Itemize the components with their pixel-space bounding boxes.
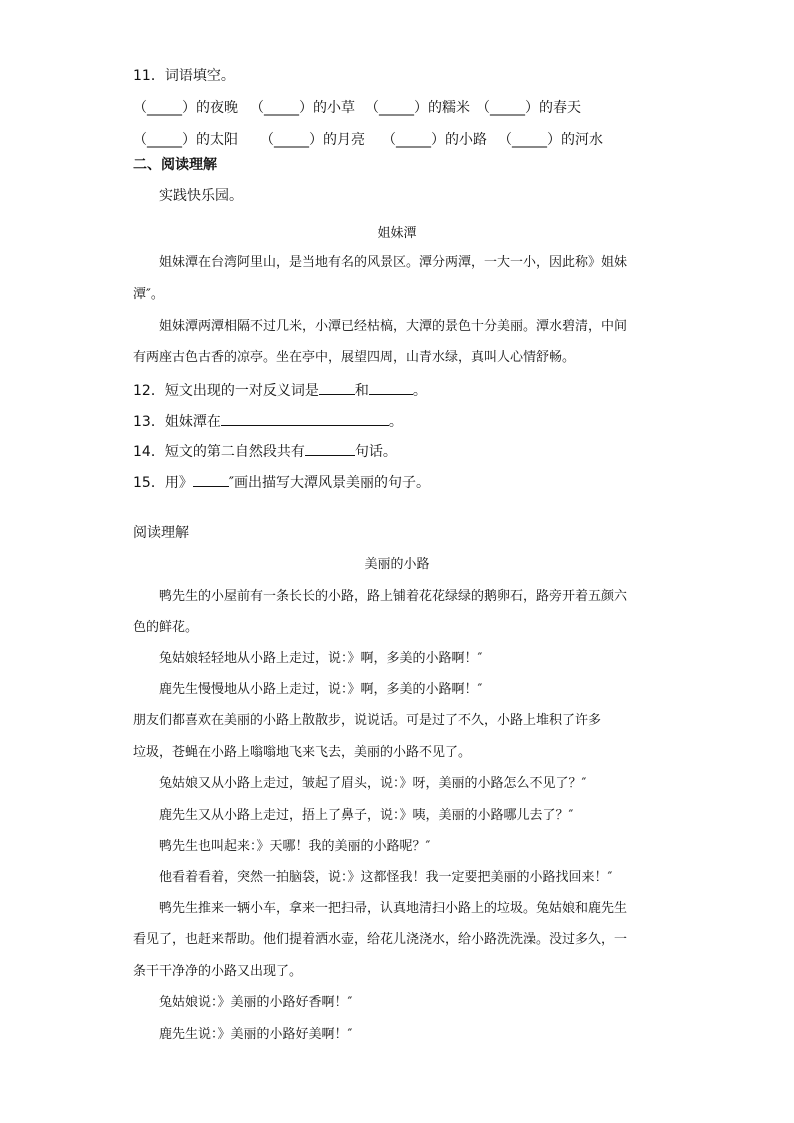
passage2-line: 看见了，也赶来帮助。他们提着洒水壶，给花儿浇浇水，给小路洗洗澡。没过多久，一	[133, 932, 628, 947]
q13-text-a: 13．姐妹潭在	[133, 414, 221, 430]
passage2-title: 美丽的小路	[364, 557, 430, 572]
passage2-line: 垃圾，苍蝇在小路上嗡嗡地飞来飞去，美丽的小路不见了。	[133, 745, 472, 760]
q13-text-b: 。	[388, 414, 403, 430]
passage1-p1-line1: 姐妹潭在台湾阿里山，是当地有名的风景区。潭分两潭，一大一小，因此称》姐妹	[159, 255, 628, 270]
passage2-line: 鸭先生的小屋前有一条长长的小路，路上铺着花花绿绿的鹅卵石，路旁开着五颜六	[159, 589, 628, 604]
section2-intro: 实践快乐园。	[159, 188, 243, 204]
q15-blank[interactable]	[193, 472, 229, 487]
q12	[133, 380, 427, 401]
passage2-line: 朋友们都喜欢在美丽的小路上散散步，说说话。可是过了不久，小路上堆积了许多	[133, 713, 602, 728]
q11-row2-item3: （_____）的小路	[382, 132, 487, 148]
q13	[133, 411, 403, 432]
passage1-p2-line1: 姐妹潭两潭相隔不过几米，小潭已经枯槁，大潭的景色十分美丽。潭水碧清，中间	[159, 319, 628, 334]
passage2-line: 兔姑娘说：》美丽的小路好香啊！″	[159, 995, 353, 1010]
q14	[133, 441, 397, 462]
q14-text-a: 14．短文的第二自然段共有	[133, 444, 305, 460]
q12-text-b: 和	[354, 383, 369, 399]
passage2-line: 鸭先生推来一辆小车，拿来一把扫帚，认真地清扫小路上的垃圾。兔姑娘和鹿先生	[159, 901, 628, 916]
q11-row1-item1: （_____）的夜晚	[133, 100, 238, 116]
q14-blank[interactable]	[305, 441, 355, 456]
passage2-line: 鹿先生说：》美丽的小路好美啊！″	[159, 1027, 353, 1042]
q13-blank[interactable]	[221, 411, 389, 426]
passage1-title: 姐妹潭	[377, 226, 417, 241]
passage2-line: 鹿先生慢慢地从小路上走过，说：》啊，多美的小路啊！″	[159, 682, 483, 697]
section3-heading: 阅读理解	[133, 525, 189, 541]
q12-blank-2[interactable]	[369, 380, 413, 395]
q12-text-a: 12．短文出现的一对反义词是	[133, 383, 319, 399]
passage2-line: 兔姑娘轻轻地从小路上走过，说：》啊，多美的小路啊！″	[159, 651, 483, 666]
q11-row1-item3: （_____）的糯米	[365, 100, 470, 116]
q15-text-b: ″画出描写大潭风景美丽的句子。	[228, 475, 431, 491]
q12-text-c: 。	[412, 383, 427, 399]
q11-row2-item1: （_____）的太阳	[133, 132, 238, 148]
q15-text-a: 15．用》	[133, 475, 193, 491]
section2-heading: 二、阅读理解	[133, 157, 217, 173]
q14-text-b: 句话。	[354, 444, 397, 460]
passage2-line: 鹿先生又从小路上走过，捂上了鼻子，说：》咦，美丽的小路哪儿去了？″	[159, 808, 574, 823]
passage1-p2-line2: 有两座古色古香的凉亭。坐在亭中，展望四周，山青水绿，真叫人心情舒畅。	[133, 350, 576, 365]
q11-row1-item4: （_____）的春天	[476, 100, 581, 116]
q11-row2-item2: （_____）的月亮	[260, 132, 365, 148]
q11-row2-item4: （_____）的河水	[498, 132, 603, 148]
passage2-line: 色的鲜花。	[133, 620, 199, 635]
q11-row1-item2: （_____）的小草	[250, 100, 355, 116]
passage2-line: 鸭先生也叫起来：》天哪！我的美丽的小路呢？″	[159, 839, 431, 854]
passage2-line: 他看着看着，突然一拍脑袋，说：》这都怪我！我一定要把美丽的小路找回来！″	[159, 870, 613, 885]
passage2-line: 条干干净净的小路又出现了。	[133, 964, 303, 979]
passage2-line: 兔姑娘又从小路上走过，皱起了眉头，说：》呀，美丽的小路怎么不见了？″	[159, 776, 587, 791]
q12-blank-1[interactable]	[319, 380, 355, 395]
passage1-p1-line2: 潭″。	[133, 287, 164, 302]
q15	[133, 472, 430, 493]
q11-title: 11．词语填空。	[133, 68, 235, 84]
